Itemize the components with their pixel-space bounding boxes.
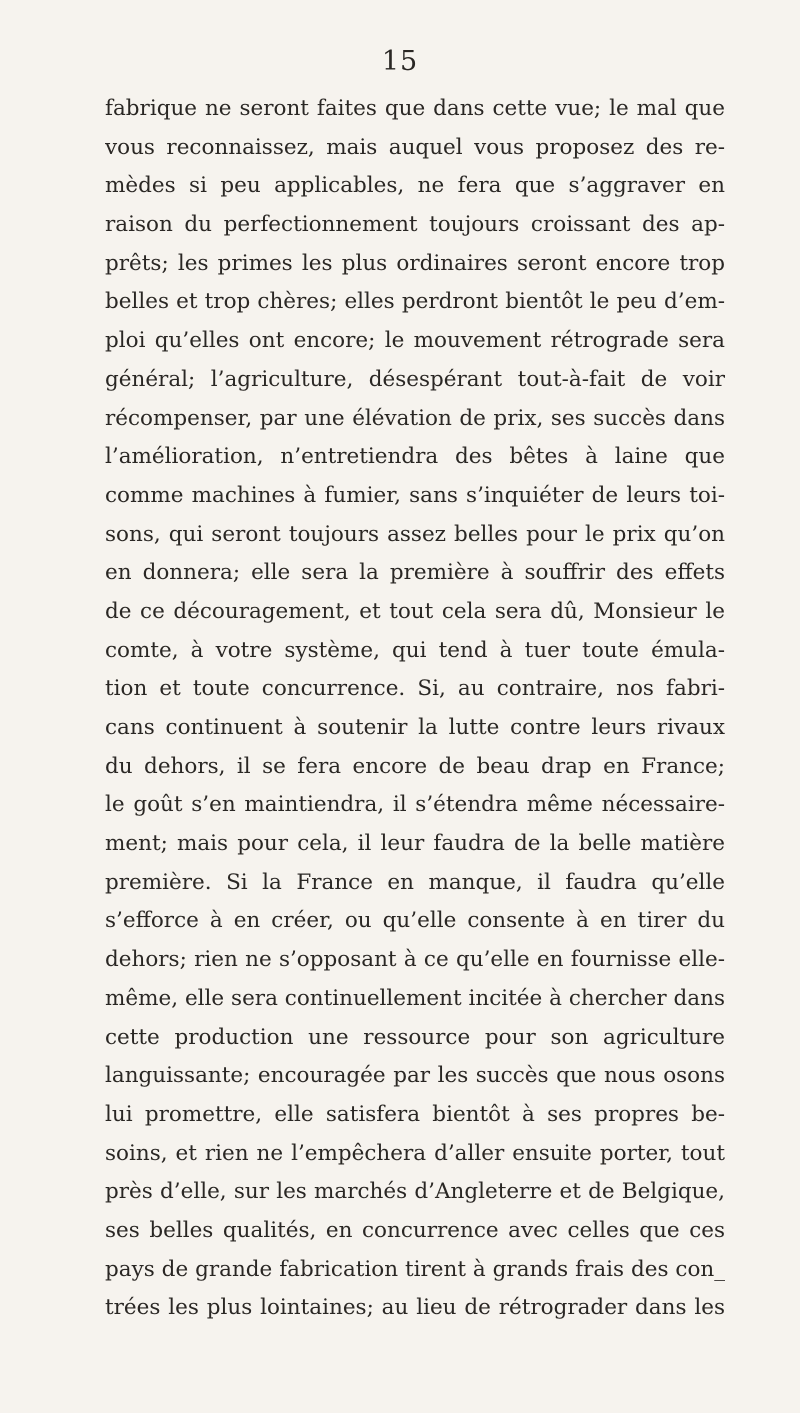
text-line: ses belles qualités, en concurrence avec celles que ces	[105, 1217, 725, 1243]
text-line: le goût s’en maintiendra, il s’étendra même nécessaire-	[105, 792, 725, 818]
text-line: tion et toute concurrence. Si, au contraire, nos fabri-	[105, 676, 725, 702]
text-line: languissante; encouragée par les succès que nous osons	[105, 1063, 725, 1089]
text-line: comte, à votre système, qui tend à tuer toute émula-	[105, 637, 725, 663]
text-line: s’efforce à en créer, ou qu’elle consente à en tirer du	[105, 908, 725, 934]
text-line: soins, et rien ne l’empêchera d’aller ensuite porter, tout	[105, 1140, 725, 1166]
text-line: mèdes si peu applicables, ne fera que s’aggraver en	[105, 173, 725, 199]
text-line: comme machines à fumier, sans s’inquiéter de leurs toi-	[105, 482, 725, 508]
text-line: en donnera; elle sera la première à souffrir des effets	[105, 560, 725, 586]
text-line: première. Si la France en manque, il faudra qu’elle	[105, 869, 725, 895]
text-line: même, elle sera continuellement incitée à chercher dans	[105, 985, 725, 1011]
text-line: fabrique ne seront faites que dans cette vue; le mal que	[105, 96, 725, 121]
text-line: prêts; les primes les plus ordinaires seront encore trop	[105, 250, 725, 276]
text-line: près d’elle, sur les marchés d’Angleterre et de Belgique,	[105, 1179, 725, 1205]
text-line: vous reconnaissez, mais auquel vous proposez des re-	[105, 134, 725, 160]
text-line: récompenser, par une élévation de prix, ses succès dans	[105, 405, 725, 431]
text-line: l’amélioration, n’entretiendra des bêtes à laine que	[105, 444, 725, 470]
text-line: raison du perfectionnement toujours croissant des ap-	[105, 212, 725, 238]
text-line: sons, qui seront toujours assez belles pour le prix qu’on	[105, 521, 725, 547]
text-line: trées les plus lointaines; au lieu de rétrograder dans les	[105, 1295, 725, 1321]
text-line: du dehors, il se fera encore de beau drap en France;	[105, 753, 725, 779]
text-line: dehors; rien ne s’opposant à ce qu’elle en fournisse elle-	[105, 947, 725, 973]
text-line: général; l’agriculture, désespérant tout-à-fait de voir	[105, 366, 725, 392]
text-line: ment; mais pour cela, il leur faudra de la belle matière	[105, 831, 725, 857]
text-line: ploi qu’elles ont encore; le mouvement rétrograde sera	[105, 328, 725, 354]
page-number: 15	[381, 46, 419, 77]
text-line: cette production une ressource pour son agriculture	[105, 1024, 725, 1050]
text-line: belles et trop chères; elles perdront bientôt le peu d’em-	[105, 289, 725, 315]
text-line: cans continuent à soutenir la lutte contre leurs rivaux	[105, 715, 725, 740]
text-line: de ce découragement, et tout cela sera dû, Monsieur le	[105, 598, 725, 624]
text-line: lui promettre, elle satisfera bientôt à ses propres be-	[105, 1101, 725, 1127]
body-text	[105, 90, 725, 1328]
text-line: pays de grande fabrication tirent à grands frais des con_	[105, 1256, 725, 1282]
